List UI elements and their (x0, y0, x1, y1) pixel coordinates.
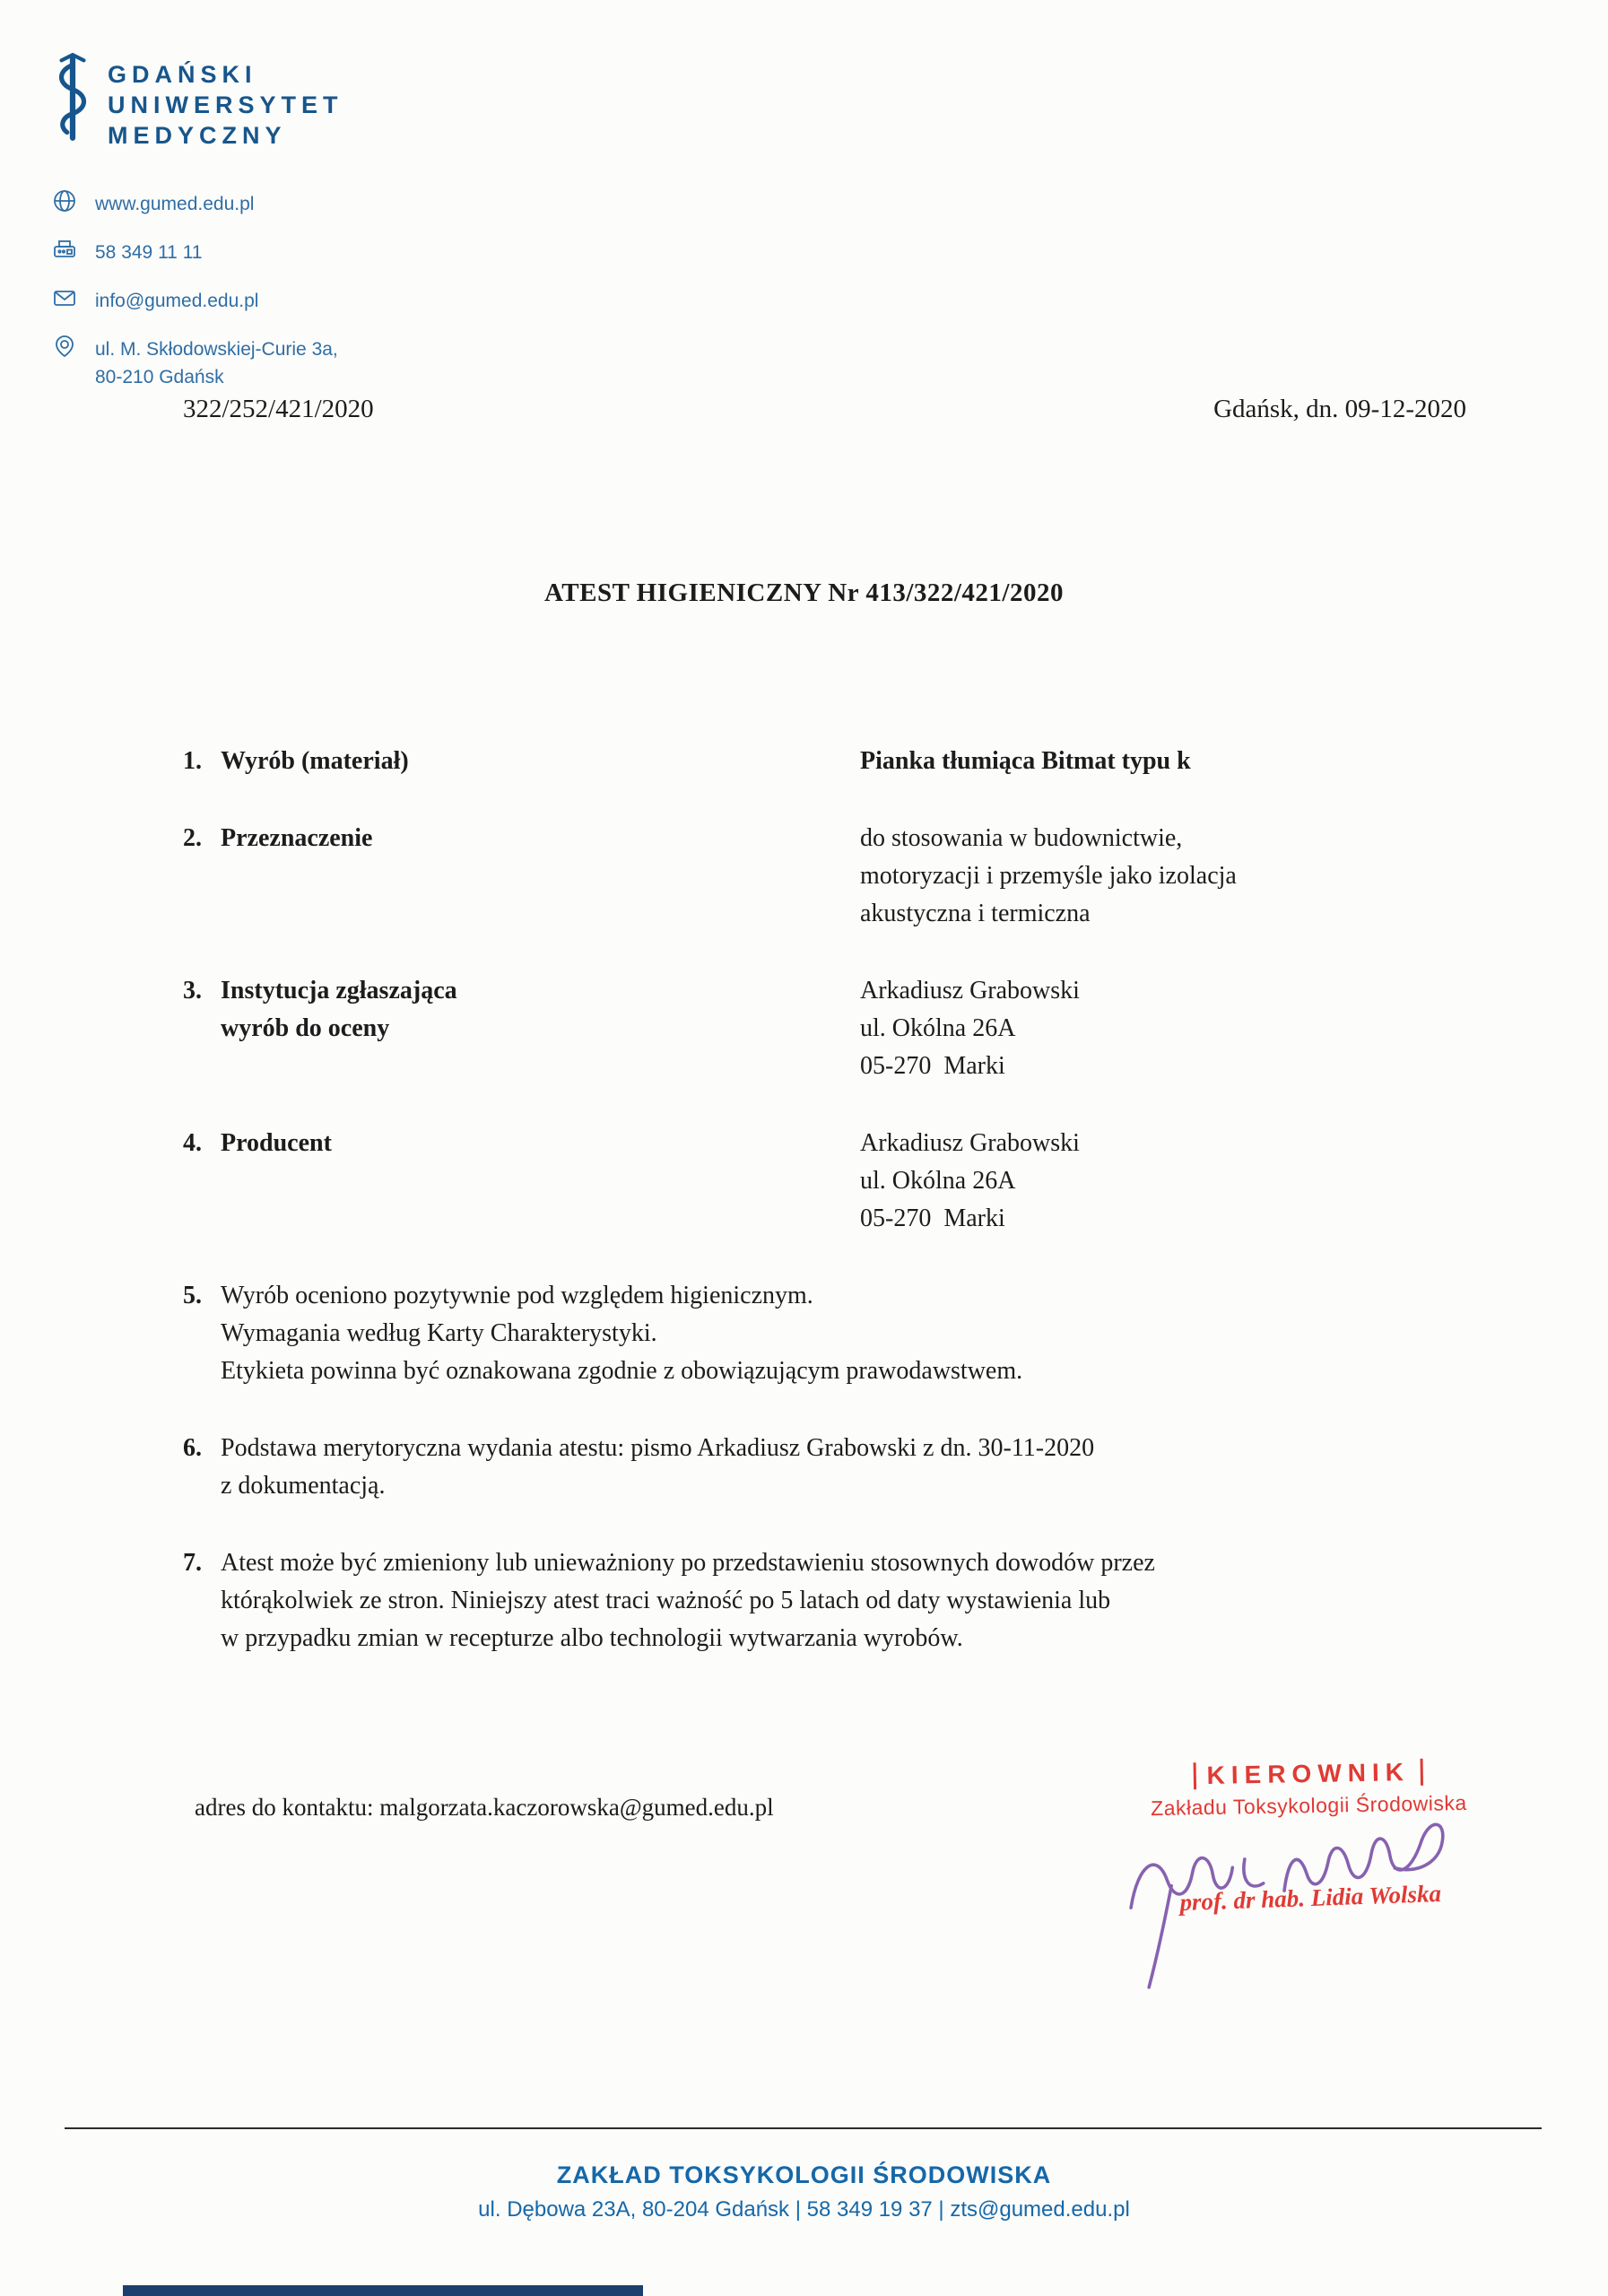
paragraph-validity (183, 1544, 1509, 1657)
item-value: do stosowania w budownictwie, (860, 824, 1183, 852)
item-label: Przeznaczenie (221, 824, 373, 852)
website-row (52, 188, 343, 218)
caduceus-icon (52, 52, 93, 142)
footer-divider (65, 2127, 1542, 2129)
university-name-line: GDAŃSKI (108, 61, 257, 88)
item-value: 05-270 Marki (860, 1205, 1005, 1232)
item-number: 5. (183, 1282, 202, 1309)
paragraph-line: w przypadku zmian w recepturze albo technologii wytwarzania wyrobów. (221, 1624, 963, 1652)
location-pin-icon (52, 334, 77, 359)
paragraph-line: Etykieta powinna być oznakowana zgodnie z obowiązującym prawodawstwem. (221, 1357, 1023, 1385)
university-name-line: UNIWERSYTET (108, 91, 343, 118)
paragraph-line: Wymagania według Karty Charakterystyki. (221, 1319, 657, 1347)
university-name (108, 52, 343, 151)
stamp-border-bar (1193, 1762, 1196, 1789)
university-logo (52, 52, 343, 151)
place-date: Gdańsk, dn. 09-12-2020 (1213, 395, 1466, 423)
section-product (183, 743, 1509, 780)
address-row (52, 334, 343, 391)
item-label: Producent (221, 1129, 332, 1157)
stamp-department: Zakładu Toksykologii Środowiska (1150, 1790, 1467, 1821)
footer (0, 2127, 1608, 2222)
reference-number: 322/252/421/2020 (183, 395, 374, 423)
address-line1: ul. M. Skłodowskiej-Curie 3a, (95, 339, 338, 360)
stamp-border-bar (1421, 1759, 1424, 1786)
paragraph-line: Wyrób oceniono pozytywnie pod względem higienicznym. (221, 1282, 813, 1309)
item-value: ul. Okólna 26A (860, 1167, 1016, 1195)
signer-name: prof. dr hab. Lidia Wolska (1178, 1879, 1442, 1917)
item-value: motoryzacji i przemyśle jako izolacja (860, 862, 1237, 890)
stamp-role: KIEROWNIK (1206, 1758, 1411, 1789)
item-number: 2. (183, 824, 202, 852)
envelope-icon (52, 285, 77, 310)
address-text (95, 334, 338, 391)
approval-stamp (1075, 1755, 1544, 1916)
paragraph-line: Podstawa merytoryczna wydania atestu: pismo Arkadiusz Grabowski z dn. 30-11-2020 (221, 1434, 1095, 1462)
item-number: 1. (183, 747, 202, 775)
paragraph-line: Atest może być zmieniony lub unieważniony po przedstawieniu stosownych dowodów przez (221, 1549, 1155, 1577)
item-label: Wyrób (materiał) (221, 747, 409, 775)
email-row (52, 285, 343, 315)
item-number: 3. (183, 977, 202, 1004)
footer-contact: ul. Dębowa 23A, 80-204 Gdańsk | 58 349 19 37 | zts@gumed.edu.pl (478, 2197, 1130, 2222)
globe-icon (52, 188, 77, 213)
section-purpose (183, 820, 1509, 933)
footer-department: ZAKŁAD TOKSYKOLOGII ŚRODOWISKA (556, 2161, 1052, 2188)
letterhead (52, 52, 343, 410)
item-number: 7. (183, 1549, 202, 1577)
item-value: akustyczna i termiczna (860, 900, 1091, 927)
university-name-line: MEDYCZNY (108, 122, 287, 149)
item-label: Instytucja zgłaszająca (221, 977, 457, 1004)
stamp-role-row (1075, 1755, 1542, 1792)
phone-row (52, 237, 343, 266)
meta-row (183, 395, 1466, 424)
paragraph-assessment (183, 1277, 1509, 1390)
item-value: 05-270 Marki (860, 1052, 1005, 1080)
paragraph-line: którąkolwiek ze stron. Niniejszy atest traci ważność po 5 latach od daty wystawienia lub (221, 1587, 1111, 1614)
item-label: wyrób do oceny (221, 1014, 390, 1042)
contact-note: adres do kontaktu: malgorzata.kaczorowska@gumed.edu.pl (195, 1794, 774, 1821)
item-number: 4. (183, 1129, 202, 1157)
document-title: ATEST HIGIENICZNY Nr 413/322/421/2020 (544, 578, 1064, 607)
email-text: info@gumed.edu.pl (95, 291, 259, 311)
section-producer (183, 1125, 1509, 1238)
section-submitting-institution (183, 972, 1509, 1085)
item-value: ul. Okólna 26A (860, 1014, 1016, 1042)
address-line2: 80-210 Gdańsk (95, 367, 224, 387)
website-text: www.gumed.edu.pl (95, 194, 255, 214)
item-value: Pianka tłumiąca Bitmat typu k (860, 747, 1191, 775)
item-value: Arkadiusz Grabowski (860, 1129, 1080, 1157)
paragraph-basis (183, 1430, 1509, 1505)
phone-text: 58 349 11 11 (95, 242, 203, 263)
paragraph-line: z dokumentacją. (221, 1472, 386, 1500)
bottom-edge-bar (123, 2285, 643, 2296)
contact-block (52, 188, 343, 391)
item-value: Arkadiusz Grabowski (860, 977, 1080, 1004)
fax-icon (52, 237, 77, 262)
document-body (183, 743, 1509, 1697)
item-number: 6. (183, 1434, 202, 1462)
